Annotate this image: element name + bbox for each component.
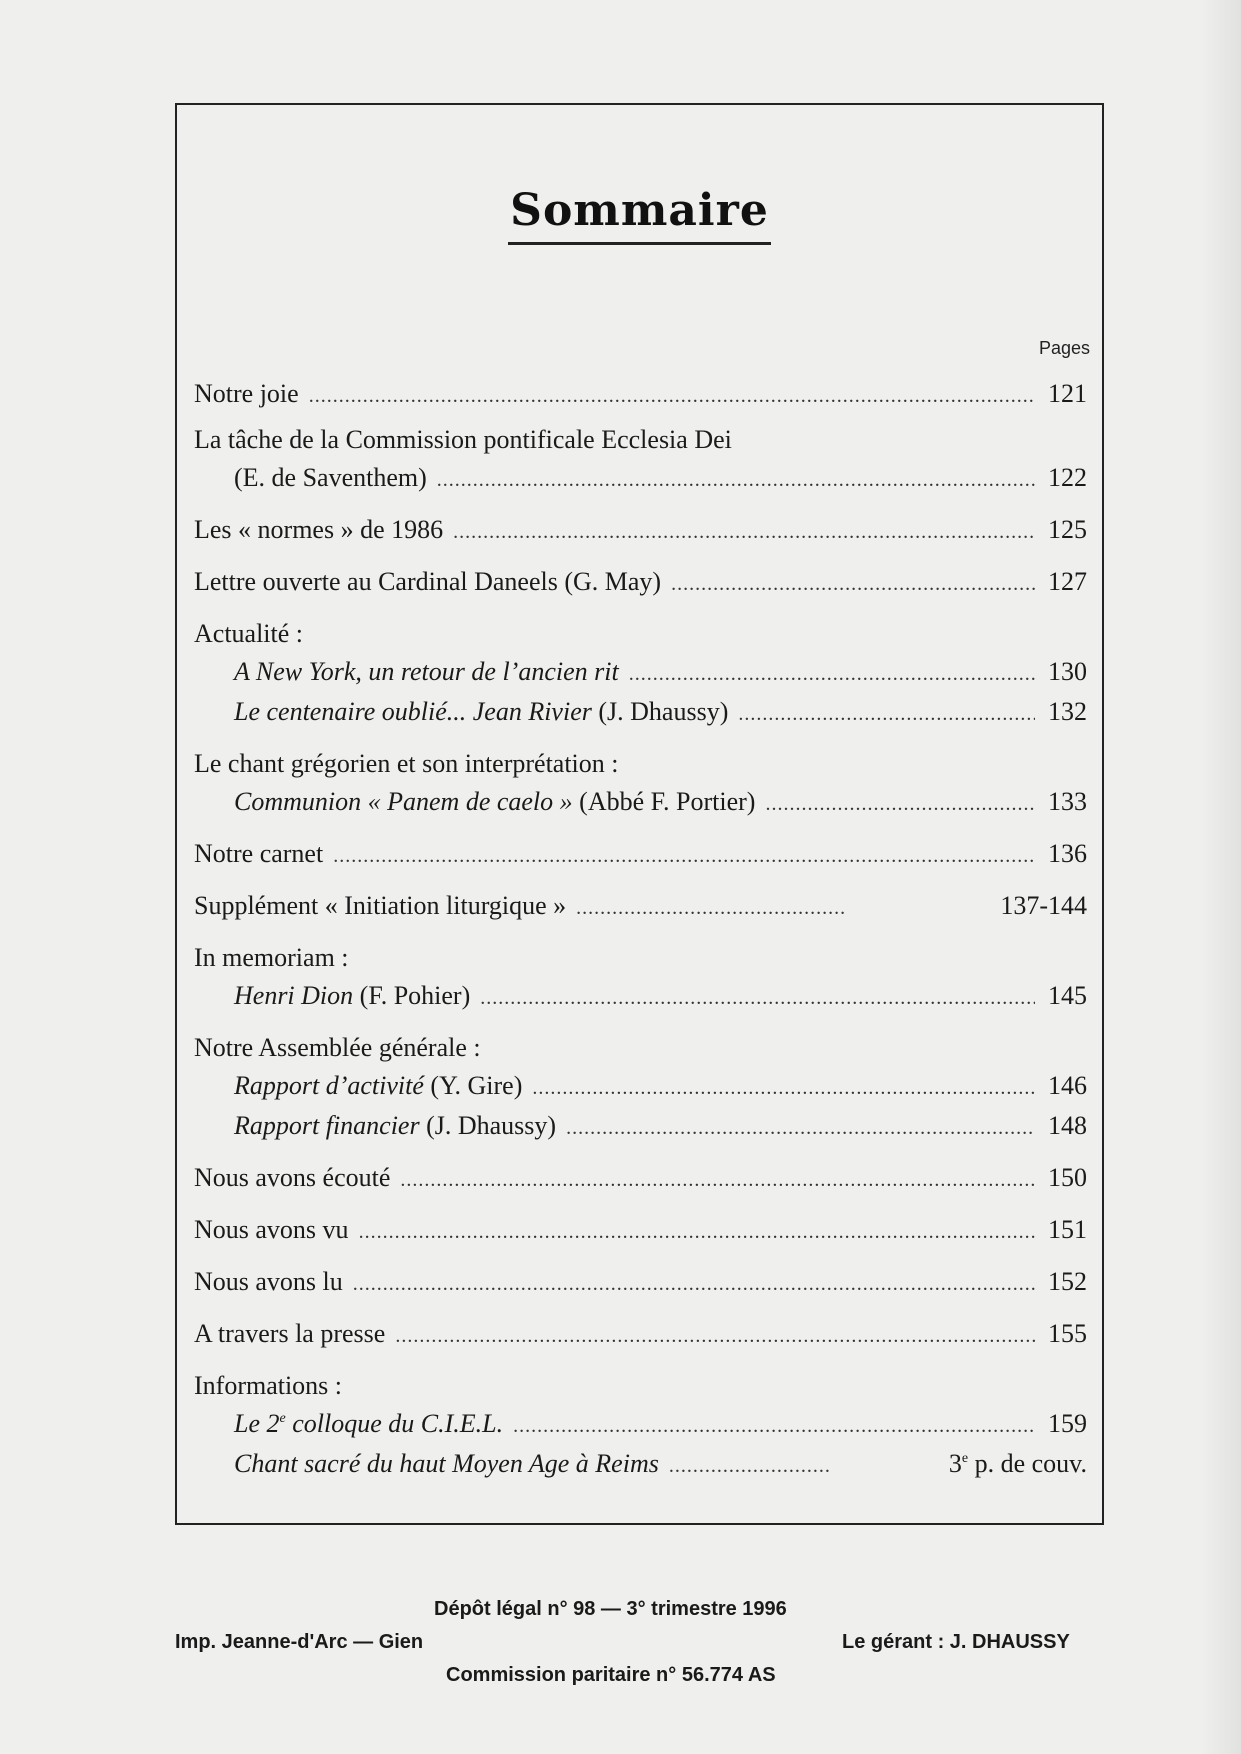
page-number: 137-144 (1000, 891, 1087, 920)
dot-leader (333, 837, 1035, 875)
entry-title: Le centenaire oublié... Jean Rivier (234, 697, 592, 726)
toc-section (194, 1029, 1087, 1147)
entry-title: Henri Dion (234, 981, 354, 1010)
dot-leader (629, 655, 1035, 693)
section-heading: Le chant grégorien et son interprétation : (194, 749, 619, 778)
entry-title: Nous avons lu (194, 1267, 343, 1296)
page-number: 130 (1048, 657, 1087, 686)
toc-section (194, 745, 1087, 823)
entry-title: Rapport financier (234, 1111, 420, 1140)
dot-leader (671, 565, 1035, 603)
page-number: 150 (1048, 1163, 1087, 1192)
commission-line: Commission paritaire n° 56.774 AS (446, 1664, 776, 1686)
toc-entry (194, 887, 1087, 927)
section-heading: Notre Assemblée générale : (194, 1033, 481, 1062)
entry-title: Supplément « Initiation liturgique » (194, 891, 567, 920)
toc-section (194, 939, 1087, 1017)
toc-entry (194, 375, 1087, 415)
legal-deposit: Dépôt légal n° 98 — 3° trimestre 1996 (434, 1598, 787, 1620)
entry-title: Nous avons écouté (194, 1163, 391, 1192)
dot-leader (532, 1069, 1035, 1107)
pages-column-label: Pages (1038, 338, 1090, 358)
page-number: 132 (1048, 697, 1087, 726)
dot-leader (395, 1317, 1035, 1355)
page-number: 155 (1048, 1319, 1087, 1348)
entry-title: Chant sacré du haut Moyen Age à Reims (234, 1449, 659, 1478)
dot-leader (309, 377, 1035, 415)
page-number: 133 (1048, 787, 1087, 816)
toc-entry (194, 421, 1087, 499)
section-heading: Informations : (194, 1371, 343, 1400)
entry-title: A travers la presse (194, 1319, 386, 1348)
entry-author: (Y. Gire) (430, 1071, 523, 1100)
entry-title: Rapport d’activité (234, 1071, 424, 1100)
page-title: Sommaire (508, 185, 771, 245)
dot-leader (513, 1407, 1035, 1445)
page-number: 159 (1048, 1409, 1087, 1438)
toc-entry (194, 511, 1087, 551)
dot-leader (359, 1213, 1035, 1251)
entry-author: (J. Dhaussy) (598, 697, 729, 726)
dot-leader (576, 889, 846, 927)
toc-entry (194, 1159, 1087, 1199)
page-number: 125 (1048, 515, 1087, 544)
entry-title: Communion « Panem de caelo » (234, 787, 573, 816)
page-number: 146 (1048, 1071, 1087, 1100)
page-number: 145 (1048, 981, 1087, 1010)
toc-entry (194, 563, 1087, 603)
entry-title: Notre joie (194, 379, 299, 408)
entry-author: (E. de Saventhem) (234, 463, 427, 492)
page-number: 151 (1048, 1215, 1087, 1244)
dot-leader (566, 1109, 1035, 1147)
page-number: 148 (1048, 1111, 1087, 1140)
page-number: 122 (1048, 463, 1087, 492)
toc-entry (194, 1263, 1087, 1303)
dot-leader (400, 1161, 1035, 1199)
page-number: 121 (1048, 379, 1087, 408)
dot-leader (669, 1447, 829, 1485)
toc-entry (194, 835, 1087, 875)
toc-entries (194, 375, 1087, 1485)
dot-leader (765, 785, 1035, 823)
entry-title: Lettre ouverte au Cardinal Daneels (G. May) (194, 567, 662, 596)
dot-leader (480, 979, 1035, 1017)
manager-line: Le gérant : J. DHAUSSY (842, 1631, 1070, 1653)
entry-author: (Abbé F. Portier) (579, 787, 756, 816)
page-number: 136 (1048, 839, 1087, 868)
dot-leader (738, 695, 1035, 733)
dot-leader (437, 461, 1035, 499)
section-heading: In memoriam : (194, 943, 349, 972)
entry-title: Notre carnet (194, 839, 324, 868)
toc-entry (194, 1315, 1087, 1355)
dot-leader (353, 1265, 1035, 1303)
printer-line: Imp. Jeanne-d'Arc — Gien (175, 1631, 424, 1653)
toc-section (194, 1367, 1087, 1485)
dot-leader (453, 513, 1035, 551)
entry-title: A New York, un retour de l’ancien rit (234, 657, 619, 686)
page-number: 152 (1048, 1267, 1087, 1296)
entry-author: (F. Pohier) (359, 981, 471, 1010)
entry-title: Les « normes » de 1986 (194, 515, 444, 544)
section-heading: Actualité : (194, 619, 304, 648)
toc-entry (194, 1211, 1087, 1251)
table-of-contents-box (175, 103, 1104, 1525)
entry-author: (J. Dhaussy) (426, 1111, 557, 1140)
page-edge-shadow (1201, 0, 1241, 1754)
entry-title: Nous avons vu (194, 1215, 349, 1244)
entry-title: Le 2e colloque du C.I.E.L. (234, 1409, 504, 1438)
entry-title: La tâche de la Commission pontificale Ecclesia Dei (194, 425, 732, 454)
page-number: 3e p. de couv. (948, 1449, 1087, 1478)
toc-section (194, 615, 1087, 733)
page-number: 127 (1048, 567, 1087, 596)
